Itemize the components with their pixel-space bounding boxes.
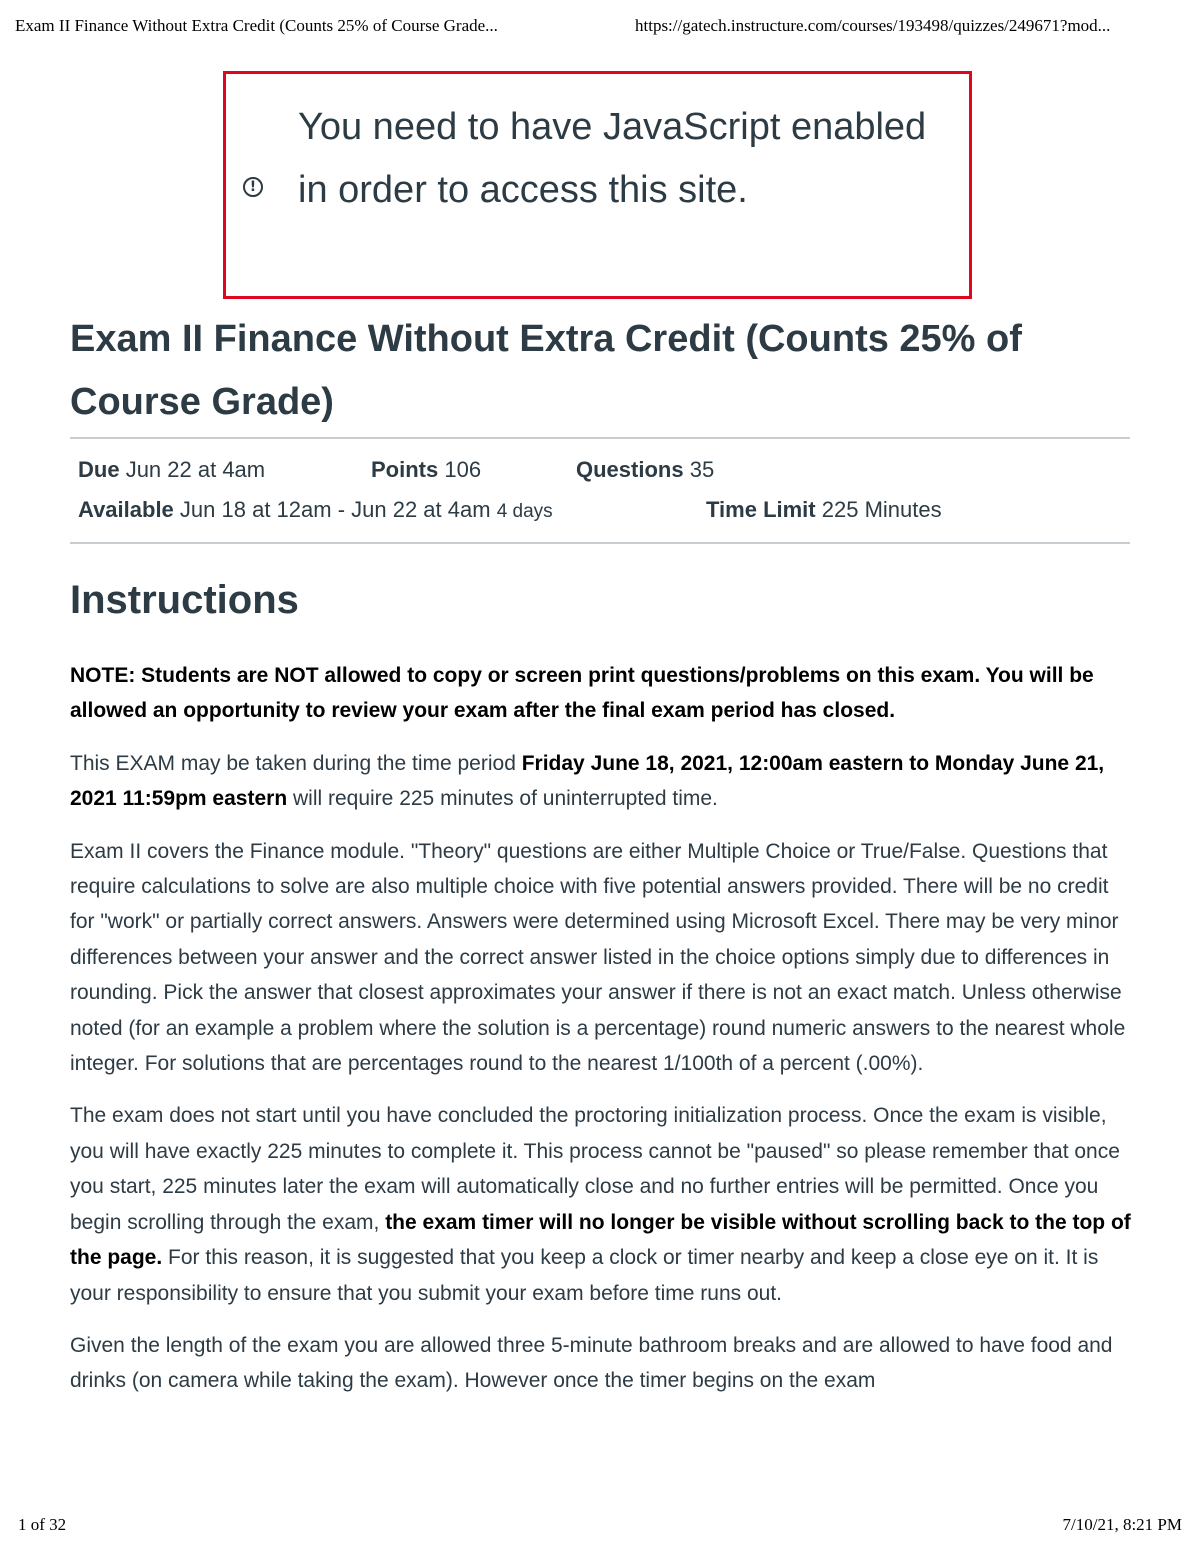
timer-warning: the exam timer will no longer be visible without scrolling back to the top of the page. [70,1210,1131,1270]
questions-value: 35 [689,457,715,482]
print-page-title: Exam II Finance Without Extra Credit (Counts 25% of Course Grade... [15,16,498,35]
available-label: Available [78,497,174,522]
timer-intro: The exam does not start until you have concluded the proctoring initialization process. Once the exam is visible, you will have exactly 225 minutes to complete it. This process cannot be "paused" so please remember that once you start, 225 minutes later the exam will automatically close and no further entries will be permitted. Once you begin scrolling through the exam, [70,1104,1120,1234]
time-limit-field [706,497,942,523]
details-bottom-divider [70,542,1130,544]
instructions-heading: Instructions [70,578,299,622]
time-limit-label: Time Limit [706,497,816,522]
time-period-outro: will require 225 minutes of uninterrupted time. [287,787,718,811]
print-page-number: 1 of 32 [18,1515,67,1534]
instructions-body [70,658,1132,1416]
note-paragraph: NOTE: Students are NOT allowed to copy or screen print questions/problems on this exam. You will be allowed an opportunity to review your exam after the final exam period has closed. [70,664,1094,723]
print-page-url: https://gatech.instructure.com/courses/193498/quizzes/249671?mod... [635,16,1111,35]
points-label: Points [371,457,439,482]
print-timestamp: 7/10/21, 8:21 PM [1062,1515,1182,1534]
details-top-divider [70,437,1130,439]
breaks-paragraph: Given the length of the exam you are allowed three 5-minute bathroom breaks and are allowed to have food and drinks (on camera while taking the exam). However once the timer begins on the exam [70,1333,1113,1393]
questions-field [576,457,714,483]
quiz-title: Exam II Finance Without Extra Credit (Counts 25% of Course Grade) [70,318,1022,423]
time-period-intro: This EXAM may be taken during the time period [70,751,522,775]
available-field [78,497,553,523]
due-value: Jun 22 at 4am [125,457,266,482]
warning-circle-icon: ! [243,177,263,197]
coverage-paragraph: Exam II covers the Finance module. "Theory" questions are either Multiple Choice or True/False. Questions that require calculations to solve are also multiple choice with five potential answers provided. There will be no credit for "work" or partially correct answers. Answers were determined using Microsoft Excel. There may be very minor differences between your answer and the correct answer listed in the choice options simply due to differences in rounding. Pick the answer that closest approximates your answer if there is not an exact match. Unless otherwise noted (for an example a problem where the solution is a percentage) round numeric answers to the nearest whole integer. For solutions that are percentages round to the nearest 1/100th of a percent (.00%). [70,839,1126,1076]
time-limit-value: 225 Minutes [821,497,942,522]
print-header [15,16,1185,38]
javascript-warning-text: You need to have JavaScript enabled in order to access this site. [298,106,927,211]
time-period-paragraph [70,746,1132,817]
timer-paragraph [70,1098,1132,1310]
points-value: 106 [444,457,482,482]
banner-edge [226,74,278,78]
timer-outro: For this reason, it is suggested that you keep a clock or timer nearby and keep a close eye on it. It is your responsibility to ensure that you submit your exam before time runs out. [70,1246,1099,1305]
time-period-dates: Friday June 18, 2021, 12:00am eastern to Monday June 21, 2021 11:59pm eastern [70,751,1105,811]
javascript-warning-banner [223,71,972,299]
available-value: Jun 18 at 12am - Jun 22 at 4am [179,497,491,522]
points-field [371,457,481,483]
available-duration: 4 days [496,501,553,522]
due-label: Due [78,457,120,482]
questions-label: Questions [576,457,684,482]
print-footer [18,1515,1182,1537]
due-field [78,457,265,483]
